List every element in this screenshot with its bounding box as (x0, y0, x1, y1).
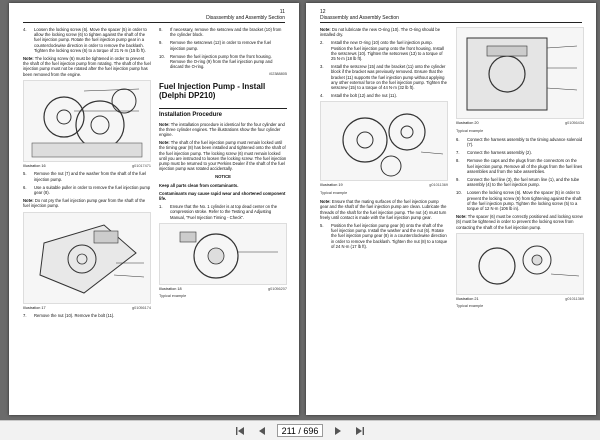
step-text: Install the setscrew (15) and the bracket (11) onto the cylinder block if the bracket was previously removed. Ensure that the bracket (11) supports the fuel injection pump without applying any other external force on the fuel injection pump. Tighten the setscrew (15) to a torque of 44 N·m (32 lb ft). (331, 64, 447, 91)
figure-label: Illustration 16 (23, 163, 46, 168)
note-label: Note: (23, 198, 34, 204)
step-number: 3. (320, 64, 324, 70)
step-number: 7. (456, 150, 460, 156)
page-number-input[interactable] (277, 424, 323, 437)
notice-text-2: Contaminants may cause rapid wear and shortened component life. (159, 190, 286, 202)
left-column-2 (159, 27, 287, 300)
step-number: 5. (23, 171, 27, 177)
pump-drawing (24, 213, 150, 304)
figure-label: Illustration 17 (23, 305, 46, 310)
figure-subcaption: Typical example (456, 304, 484, 309)
note-text: The spacer (6) must be correctly positioned and locking screw (6) must be tightened in order to prevent the locking screw from contacting the shaft of the fuel injection pump. (456, 214, 583, 230)
note-label: Note: (320, 199, 331, 205)
note-label: Note: (456, 214, 467, 220)
step-4 (23, 27, 151, 53)
illustration-19 (320, 101, 448, 181)
figure-id: g01011369 (429, 183, 448, 188)
notice-heading: NOTICE (215, 174, 231, 180)
step-number: 10. (159, 53, 165, 59)
figure-id: g01056174 (131, 305, 151, 310)
note-label: Note: (320, 27, 331, 32)
note-label: Note: (23, 56, 34, 62)
figure-subcaption: Typical example (320, 191, 348, 196)
step-text: Connect the harness assembly to the timing advance solenoid (7). (467, 136, 583, 147)
note (159, 122, 287, 138)
gear-train-drawing (24, 81, 150, 162)
figure-id: g01056207 (267, 286, 287, 291)
page-indicator (277, 424, 323, 437)
next-page-icon[interactable] (331, 424, 345, 438)
page-number: 12 (320, 9, 326, 15)
step-number: 4. (320, 93, 324, 99)
step-6 (23, 185, 151, 195)
step-3 (320, 64, 448, 90)
step-number: 1. (159, 204, 163, 210)
note (320, 27, 448, 37)
step-4 (320, 93, 448, 98)
step-number: 9. (456, 177, 460, 183)
figure-label: Illustration 19 (320, 183, 343, 188)
left-column-1 (23, 27, 151, 321)
engine-pump-drawing (457, 28, 583, 119)
step-text: Ensure that the No. 1 cylinder is at top dead center on the compression stroke. Refer to the Testing and Adjusting Manual, "Fuel Injection Timing - Check". (170, 204, 278, 220)
note-label: Note: (159, 140, 170, 146)
step-number: 10. (456, 190, 462, 196)
step-text: Loosen the locking screw (6). Move the spacer (5) in order to allow the locking screw (6) to tighten against the shaft of the fuel injection pump. Rotate the fuel injection pump gear in a counterclockwise direction in order to remove the backlash. Tighten the locking screw (6) to a torque of 21 N·m (15 lb ft). (34, 27, 147, 53)
step-number: 6. (456, 136, 460, 142)
step-text: Remove the fuel injection pump from the front housing. Remove the O-ring (9) from the fuel injection pump and discard the O-ring. (170, 53, 273, 70)
step-text: Remove the nut (10). Remove the bolt (11). (34, 313, 115, 319)
page-number: 11 (279, 9, 285, 15)
step-text: Remove the caps and the plugs from the connectors on the fuel injection pump. Remove all of the plugs from the fuel lines assemblies and from the tube assemblies. (467, 158, 583, 174)
step-8 (159, 27, 287, 37)
subsection-title: Installation Procedure (159, 108, 287, 119)
step-text: Install the new O-ring (10) onto the fuel injection pump. Position the fuel injection pump onto the front housing. Install the setscrews (10). Tighten the setscrews (13) to a torque of 25 N·m (18 lb ft). (331, 40, 444, 62)
first-page-icon[interactable] (233, 424, 247, 438)
figure-caption (23, 164, 151, 169)
illustration-16 (23, 80, 151, 162)
figure-caption (320, 183, 448, 188)
step-9 (159, 40, 287, 50)
note-text: The installation procedure is identical for the four cylinder and the three cylinder engines. The illustrations show the four cylinder engine. (159, 121, 285, 138)
header-title: Disassembly and Assembly Section (206, 15, 285, 21)
figure-label: Illustration 18 (159, 286, 182, 291)
note (23, 198, 151, 208)
step-1 (159, 204, 287, 220)
figure-label: Illustration 20 (456, 121, 479, 125)
step-text: Remove the setscrews (12) in order to remove the fuel injection pump. (170, 40, 272, 51)
step-text: Connect the fuel line (3), the fuel return line (1), and the tube assembly (4) to the fuel injection pump. (467, 177, 580, 188)
step-number: 2. (320, 40, 324, 46)
step-8 (456, 158, 584, 174)
right-column-1 (320, 27, 448, 252)
note (320, 199, 448, 220)
page-header (206, 9, 285, 21)
header-title: Disassembly and Assembly Section (320, 15, 399, 21)
figure-id: g01011369 (565, 296, 584, 301)
step-10 (159, 54, 287, 70)
figure-label: Illustration 21 (456, 296, 479, 301)
figure-caption (159, 287, 287, 292)
step-2 (320, 40, 448, 61)
step-text: Position the fuel injection pump gear (8) onto the shaft of the fuel injection pump. Install the washer and the nut (6). Rotate the fuel injection pump gear (8) in a counterclockwise direction in order to remove the backlash. Tighten the nut (8) to a torque of 24 N·m (17 lb ft). (331, 223, 448, 249)
crankshaft-drawing (160, 224, 286, 285)
page-header (320, 9, 399, 21)
left-page (9, 3, 299, 415)
step-number: 6. (23, 184, 27, 190)
step-7 (23, 313, 151, 318)
note (456, 214, 584, 230)
step-9 (456, 177, 584, 187)
illustration-20 (456, 27, 584, 119)
step-text: Use a suitable puller in order to remove the fuel injection pump gear (8). (34, 184, 151, 196)
figure-caption (456, 297, 584, 302)
figure-caption (456, 121, 584, 126)
page-navigation-toolbar (0, 420, 600, 440)
step-5 (23, 171, 151, 181)
illustration-21 (456, 233, 584, 295)
step-text: Loosen the locking screw (6). Move the spacer (5) in order to prevent the locking screw (6) from tightening against the shaft of the fuel injection pump. Tighten the locking screw (5) to a torque of 12 N·m (106 lb in). (467, 190, 582, 212)
right-page (306, 3, 596, 415)
timing-gear-drawing (321, 102, 447, 181)
header-rule (320, 22, 582, 23)
note-text: The locking screw (6) must be tightened in order to prevent the shaft of the fuel injection pump from rotating. The shaft of the fuel injection pump must not be rotated after the fuel injection pump has been removed from the engine. (23, 56, 151, 77)
illustration-18 (159, 223, 287, 285)
locking-screw-drawing (457, 234, 583, 295)
figure-caption (23, 306, 151, 311)
step-number: 4. (23, 27, 27, 32)
section-title: Fuel Injection Pump - Install (Delphi DP210) (159, 81, 266, 100)
step-7 (456, 150, 584, 155)
header-rule (23, 22, 285, 23)
figure-subcaption: Typical example (456, 128, 484, 133)
step-number: 9. (159, 40, 163, 46)
step-text: Connect the harness assembly (2). (467, 150, 532, 156)
previous-page-icon[interactable] (255, 424, 269, 438)
illustration-17 (23, 212, 151, 304)
step-number: 8. (159, 27, 163, 32)
figure-id: g01056434 (564, 121, 584, 125)
step-text: If necessary, remove the setscrew and the bracket (10) from the cylinder block. (170, 27, 282, 38)
notice-text: Keep all parts clean from contaminants. (159, 182, 239, 188)
figure-id: g01017471 (131, 163, 151, 168)
note (23, 56, 151, 77)
step-text: Remove the nut (7) and the washer from the shaft of the fuel injection pump. (34, 171, 146, 182)
note (159, 140, 287, 171)
step-6 (456, 137, 584, 147)
step-text: Install the bolt (12) and the nut (11). (331, 93, 398, 99)
step-number: 5. (320, 223, 324, 229)
step-5 (320, 223, 448, 249)
step-10 (456, 190, 584, 211)
step-number: 7. (23, 313, 27, 319)
note-text: Do not lubricate the new O-ring (10). The O-ring should be installed dry. (320, 27, 441, 38)
last-page-icon[interactable] (353, 424, 367, 438)
step-number: 8. (456, 158, 460, 164)
note-text: The shaft of the fuel injection pump must remain locked until the timing gear (8) has been installed and tightened onto the shaft of the fuel injection pump. The locking screw (6) must remain locked until you are instructed to loosen the locking screw. The fuel injection pump must be returned to your Perkins Dealer if the shaft of the fuel injection pump was rotated accidentally. (159, 140, 287, 172)
note-label: Note: (159, 121, 170, 127)
reference-id: i02388805 (269, 72, 287, 77)
figure-subcaption: Typical example (159, 294, 187, 299)
note-text: Do not pry the fuel injection pump gear from the shaft of the fuel injection pump. (23, 198, 146, 209)
right-column-2 (456, 27, 584, 310)
note-text: Ensure that the mating surfaces of the fuel injection pump gear and the shaft of the fuel injection pump are clean. Lubricate the threads of the shaft for the fuel injection pump. The nut (4) must turn freely until contact is made with the fuel injection pump gear. (320, 199, 447, 220)
